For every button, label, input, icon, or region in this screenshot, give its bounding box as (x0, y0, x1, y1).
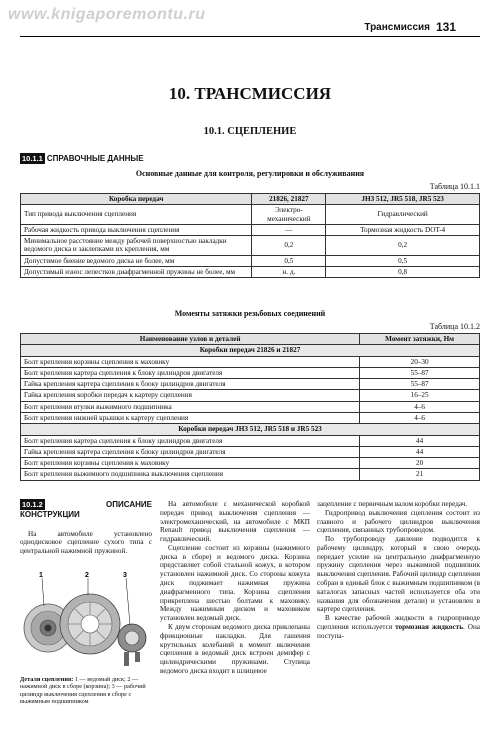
pressure-plate-illustration (60, 594, 120, 654)
running-header-section: Трансмиссия (364, 22, 430, 33)
table-cell: Электро-механический (252, 205, 326, 225)
table-row (21, 379, 480, 390)
table-cell: 4–6 (360, 401, 480, 412)
figure-caption (20, 676, 152, 706)
table-cell: 20 (360, 458, 480, 469)
subsection-title: СПРАВОЧНЫЕ ДАННЫЕ (46, 154, 144, 163)
table-cell: Тип привода выключения сцепления (21, 205, 252, 225)
table-row (21, 367, 480, 378)
paragraph-text: В качестве рабочей жидкости в гидроприводе сцепления используется (317, 614, 480, 631)
table-cell: Минимальное расстояние между рабочей поверхностью накладки ведомого диска и заклепками их крепления, мм (21, 236, 252, 256)
page-number: 131 (435, 20, 456, 34)
table2-number: Таблица 10.1.2 (429, 322, 480, 331)
slave-cylinder-illustration (118, 624, 146, 666)
table-cell: Допустимое биение ведомого диска не более, мм (21, 255, 252, 266)
table-group-row (21, 424, 480, 435)
table-group-row (21, 345, 480, 356)
table-header-row (21, 194, 480, 205)
table-cell: 16–25 (360, 390, 480, 401)
table-cell: Гайка крепления картера сцепления к блоку цилиндров двигателя (21, 446, 360, 457)
paragraph (317, 614, 480, 640)
table-header-row (21, 334, 480, 345)
figure-label-2: 2 (85, 572, 89, 579)
torque-table (20, 333, 480, 481)
table-cell: н. д. (252, 266, 326, 277)
table-cell: Болт крепления корзины сцепления к маховику (21, 356, 360, 367)
table-row (21, 390, 480, 401)
table-cell: 44 (360, 435, 480, 446)
table-row (21, 255, 480, 266)
figure-label-3: 3 (123, 572, 127, 579)
paragraph-text: . Она поступа- (317, 622, 480, 640)
table-row (21, 435, 480, 446)
watermark: www.knigaporemontu.ru (8, 6, 206, 23)
paragraph: На автомобиле установлено однодисковое сцепление сухого типа с центральной нажимной пружиной. (20, 529, 152, 556)
table-row (21, 401, 480, 412)
table-cell: — (252, 224, 326, 235)
table-row (21, 224, 480, 235)
table-group-label: Коробки передач JH3 512, JR5 518 и JR5 523 (21, 424, 480, 435)
table-row (21, 236, 480, 256)
specs-table (20, 193, 480, 278)
table-cell: 21 (360, 469, 480, 480)
table-cell: Болт крепления корзины сцепления к маховику (21, 458, 360, 469)
table-row (21, 458, 480, 469)
table-cell: Гайка крепления коробки передач к картеру сцепления (21, 390, 360, 401)
text-column-3 (317, 500, 480, 641)
table-cell: Тормозная жидкость DOT-4 (326, 224, 480, 235)
subsection-heading (20, 153, 144, 164)
table1-number: Таблица 10.1.1 (429, 182, 480, 191)
paragraph: зацепление с первичным валом коробки передач. (317, 500, 468, 508)
clutch-parts-figure (20, 568, 152, 676)
paragraph: Гидропривод выключения сцепления состоит из главного и рабочего цилиндров выключения сцепления, связанных трубопроводом. (317, 508, 480, 535)
table1-caption: Основные данные для контроля, регулировки и обслуживания (135, 169, 365, 178)
table-row (21, 469, 480, 480)
table-header-cell: Наименование узлов и деталей (21, 334, 360, 345)
table-header-cell: Момент затяжки, Нм (360, 334, 480, 345)
chapter-title: 10. ТРАНСМИССИЯ (168, 84, 332, 103)
table-cell: 0,2 (252, 236, 326, 256)
figure-caption-title: Детали сцепления: (20, 676, 74, 683)
table-cell: 20–30 (360, 356, 480, 367)
table-cell: Рабочая жидкость привода выключения сцепления (21, 224, 252, 235)
subsection2-number: 10.1.2 (22, 500, 43, 509)
section-title: 10.1. СЦЕПЛЕНИЕ (203, 126, 297, 137)
table-header-cell: JH3 512, JR5 518, JR5 523 (326, 194, 480, 205)
subsection-number: 10.1.1 (22, 154, 43, 163)
table-cell: 0,5 (326, 255, 480, 266)
table-cell: Болт крепления втулки выжимного подшипника (21, 401, 360, 412)
paragraph-emphasis: тормозная жидкость (395, 622, 464, 631)
table-cell: 0,2 (326, 236, 480, 256)
table-row (21, 356, 480, 367)
subsection2-heading (20, 500, 152, 520)
table-cell: 0,8 (326, 266, 480, 277)
table-cell: 55–87 (360, 379, 480, 390)
figure-caption-text: 1 — ведомый диск; 2 — нажимной диск в сборе (корзина); 3 — рабочий цилиндр выключения сцепления в сборе с выжимным подшипником (20, 676, 146, 706)
header-rule (20, 36, 480, 37)
table-cell: 55–87 (360, 367, 480, 378)
paragraph: Сцепление состоит из корзины (нажимного диска в сборе) и ведомого диска. Корзина представляет собой стальной кожух, в котором установлен нажимной диск. Со стороны кожуха диск поджимает нажимная пружина диафрагменного типа. Корзина сцепления прикреплена шестью болтами к маховику. Между нажимным диском и маховиком установлен ведомый диск. (160, 543, 310, 623)
subsection2-title: ОПИСАНИЕ КОНСТРУКЦИИ (20, 500, 152, 519)
paragraph: На автомобиле с механической коробкой передач привод выключения сцепления — электромеханический, на автомобиле с МКП Renault привод выключения сцепления — гидравлический. (160, 500, 310, 544)
table-header-cell: 21826, 21827 (252, 194, 326, 205)
table-cell: Болт крепления картера сцепления к блоку цилиндров двигателя (21, 435, 360, 446)
table-group-label: Коробки передач 21826 и 21827 (21, 345, 480, 356)
figure-label-1: 1 (39, 572, 43, 579)
table-cell: Болт крепления выжимного подшипника выключения сцепления (21, 469, 360, 480)
table2-caption: Моменты затяжки резьбовых соединений (174, 309, 326, 318)
text-column-2 (160, 500, 310, 676)
table-cell: 0,5 (252, 255, 326, 266)
table-cell: Гидравлический (326, 205, 480, 225)
table-row (21, 412, 480, 423)
table-row (21, 446, 480, 457)
table-cell: Допустимый износ лепестков диафрагменной пружины не более, мм (21, 266, 252, 277)
table-header-cell: Коробка передач (21, 194, 252, 205)
table-row (21, 266, 480, 277)
paragraph: К двум сторонам ведомого диска приклепаны фрикционные накладки. Для гашения крутильных колебаний в момент включения сцепления в ведомый диск встроен демпфер с цилиндрическими пружинами. Ступица ведомого диска входит в шлицевое (160, 622, 310, 675)
table-cell: 44 (360, 446, 480, 457)
table-cell: 4–6 (360, 412, 480, 423)
table-cell: Болт крепления картера сцепления к блоку цилиндров двигателя (21, 367, 360, 378)
table-cell: Гайка крепления картера сцепления к блоку цилиндров двигателя (21, 379, 360, 390)
text-column-1 (20, 500, 152, 556)
paragraph: По трубопроводу давление подводится к рабочему цилиндру, который в свою очередь передает усилие на центральную диафрагменную пружину сцепления через выжимной подшипник выключения сцепления. Рабочий цилиндр сцепления собран в единый блок с выжимным подшипником (в каталогах запасных частей используется оба эти названия для обозначения детали) и установлен в картере сцепления. (317, 535, 480, 614)
table-row (21, 205, 480, 225)
table-cell: Болт крепления нижней крышки к картеру сцепления (21, 412, 360, 423)
